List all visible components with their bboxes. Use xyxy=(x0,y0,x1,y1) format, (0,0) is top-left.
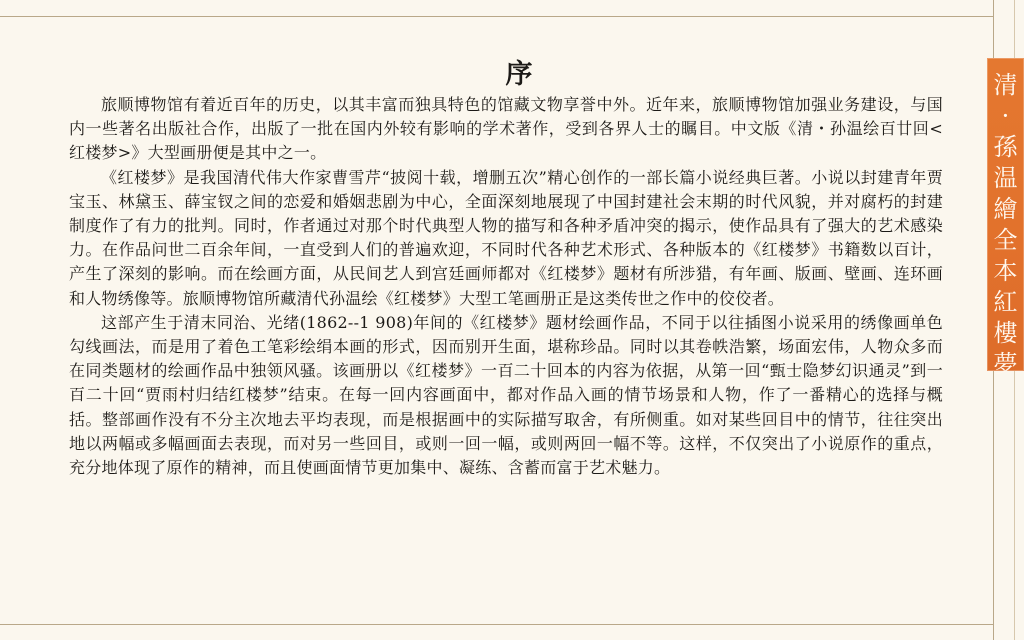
paragraph: 这部产生于清末同治、光绪(1862--1 908)年间的《红楼梦》题材绘画作品，不同于以往插图小说采用的绣像画单色勾线画法，而是用了着色工笔彩绘绢本画的形式，因而别开生面，堪称珍品。同时以其卷帙浩繁，场面宏伟，人物众多而在同类题材的绘画作品中独领风骚。该画册以《红楼梦》一百二十回本的内容为依据，从第一回“甄士隐梦幻识通灵”到一百二十回“贾雨村归结红楼梦”结束。在每一回内容画面中，都对作品入画的情节场景和人物，作了一番精心的选择与概括。整部画作没有不分主次地去平均表现，而是根据画中的实际描写取舍，有所侧重。如对某些回目中的情节，往往突出地以两幅或多幅画面去表现，而对另一些回目，或则一回一幅，或则两回一幅不等。这样，不仅突出了小说原作的重点，充分地体现了原作的精神，而且使画面情节更加集中、凝练、含蓄而富于艺术魅力。 xyxy=(69,312,943,478)
preface-body xyxy=(69,93,943,480)
bottom-rule xyxy=(0,624,993,625)
side-title-char: 樓 xyxy=(993,319,1018,347)
side-title-char: 温 xyxy=(993,164,1018,192)
side-title-char: 紅 xyxy=(993,288,1018,316)
page-title: 序 xyxy=(505,59,535,90)
top-rule xyxy=(0,16,993,17)
side-title-char: 夢 xyxy=(993,350,1018,378)
side-title-char: 清 xyxy=(993,71,1018,99)
side-title-char: 繪 xyxy=(993,195,1018,223)
side-title-band xyxy=(987,58,1024,378)
side-title-char: 全 xyxy=(993,226,1018,254)
side-title-char: 孫 xyxy=(993,133,1018,161)
paragraph: 《红楼梦》是我国清代伟大作家曹雪芹“披阅十载，增删五次”精心创作的一部长篇小说经典巨著。小说以封建青年贾宝玉、林黛玉、薛宝钗之间的恋爱和婚姻悲剧为中心，全面深刻地展现了中国封建社会末期的时代风貌，并对腐朽的封建制度作了有力的批判。同时，作者通过对那个时代典型人物的描写和各种矛盾冲突的揭示，使作品具有了强大的艺术感染力。在作品问世二百余年间，一直受到人们的普遍欢迎，不同时代各种艺术形式、各种版本的《红楼梦》书籍数以百计，产生了深刻的影响。而在绘画方面，从民间艺人到宫廷画师都对《红楼梦》题材有所涉猎，有年画、版画、壁画、连环画和人物绣像等。旅顺博物馆所藏清代孙温绘《红楼梦》大型工笔画册正是这类传世之作中的佼佼者。 xyxy=(69,167,943,308)
paragraph: 旅顺博物馆有着近百年的历史，以其丰富而独具特色的馆藏文物享誉中外。近年来，旅顺博物馆加强业务建设，与国内一些著名出版社合作，出版了一批在国内外较有影响的学术著作，受到各界人士的瞩目。中文版《清・孙温绘百廿回<红楼梦>》大型画册便是其中之一。 xyxy=(69,95,943,163)
side-title-char: · xyxy=(1001,102,1010,130)
side-title-char: 本 xyxy=(993,257,1018,285)
